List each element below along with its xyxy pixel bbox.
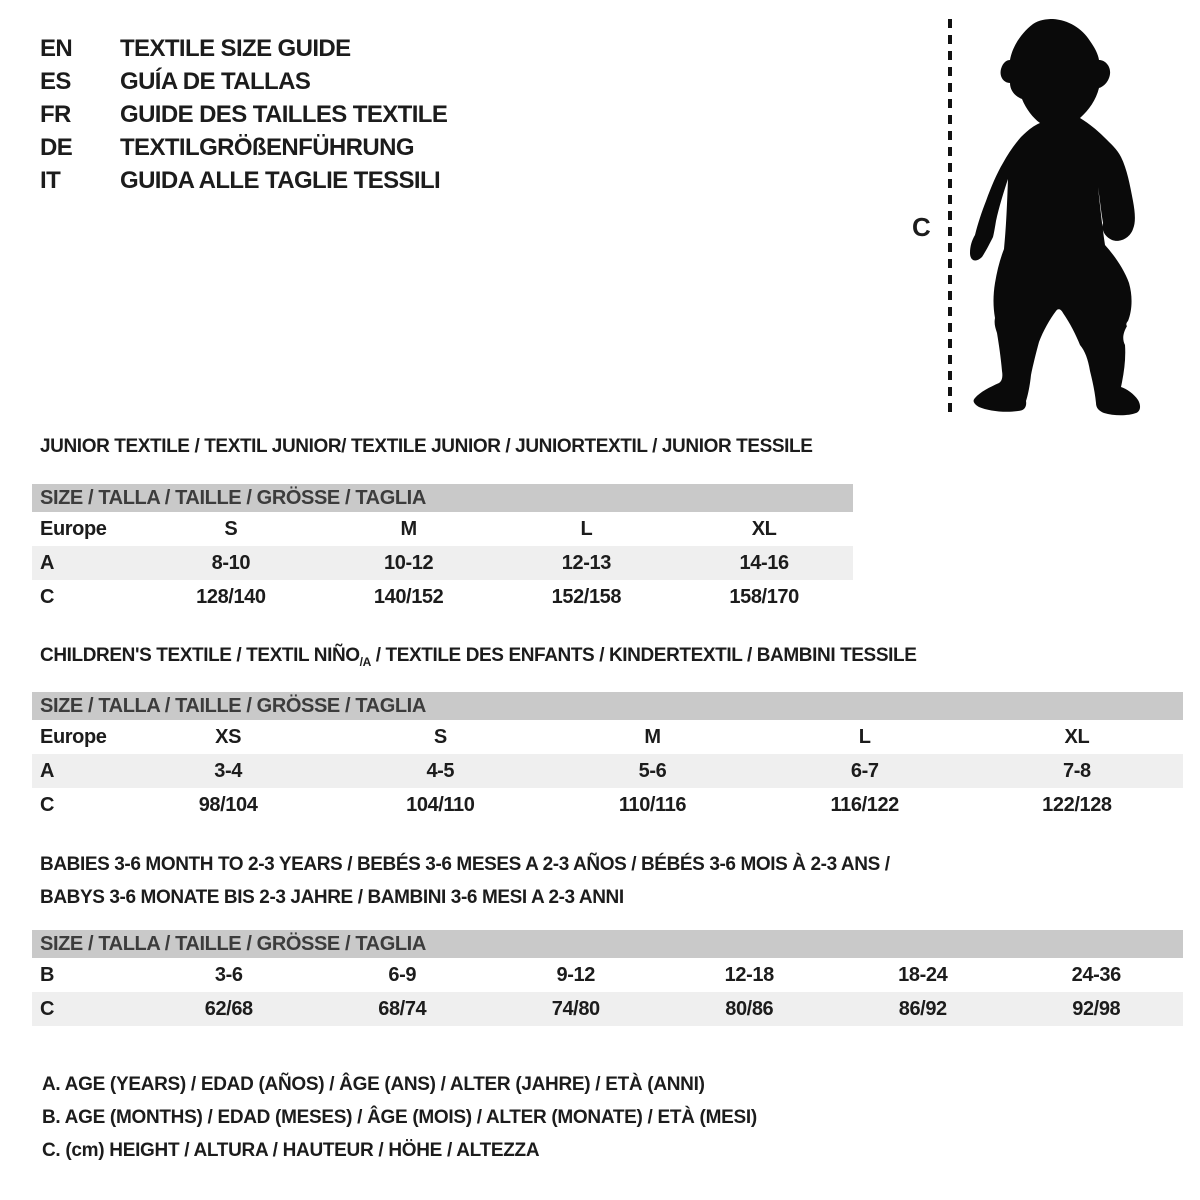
- table-cell: 6-9: [388, 963, 417, 986]
- guide-title: TEXTILE SIZE GUIDE: [120, 34, 351, 62]
- table-cell: 18-24: [898, 963, 948, 986]
- table-row-height-cm: [32, 580, 853, 614]
- table-cell: 98/104: [198, 793, 258, 816]
- language-code: IT: [40, 166, 61, 194]
- table-cell: 24-36: [1071, 963, 1121, 986]
- language-title-block: [40, 32, 447, 197]
- legend-line-c: C. (cm) HEIGHT / ALTURA / HAUTEUR / HÖHE / ALTEZZA: [42, 1140, 540, 1161]
- babies-title-line1: BABIES 3-6 MONTH TO 2-3 YEARS / BEBÉS 3-6 MESES A 2-3 AÑOS / BÉBÉS 3-6 MOIS À 2-3 ANS /: [40, 854, 890, 875]
- table-row-europe: [32, 512, 853, 546]
- children-title-subscript: /A: [359, 654, 371, 669]
- table-row-height-cm: [32, 992, 1183, 1026]
- table-cell: 86/92: [898, 997, 947, 1020]
- table-cell: 110/116: [618, 793, 687, 816]
- row-label: A: [40, 551, 55, 574]
- guide-title: GUIDA ALLE TAGLIE TESSILI: [120, 166, 441, 194]
- table-cell: 68/74: [378, 997, 427, 1020]
- table-cell: L: [580, 517, 593, 540]
- table-cell: 12-18: [724, 963, 774, 986]
- table-cell: S: [224, 517, 238, 540]
- table-cell: 8-10: [211, 551, 251, 574]
- height-measure-label: C: [912, 212, 931, 242]
- toddler-silhouette: [970, 19, 1140, 415]
- table-cell: 62/68: [204, 997, 253, 1020]
- table-row-age-years: [32, 754, 1183, 788]
- table-cell: 74/80: [551, 997, 600, 1020]
- table-cell: 14-16: [739, 551, 789, 574]
- table-cell: L: [858, 725, 871, 748]
- table-cell: 80/86: [725, 997, 774, 1020]
- babies-title-line2: BABYS 3-6 MONATE BIS 2-3 JAHRE / BAMBINI 3-6 MESI A 2-3 ANNI: [40, 887, 624, 908]
- row-label: C: [40, 793, 55, 816]
- guide-title: GUÍA DE TALLAS: [120, 67, 311, 95]
- table-cell: XL: [751, 517, 777, 540]
- table-cell: 92/98: [1072, 997, 1121, 1020]
- language-code: DE: [40, 133, 73, 161]
- table-cell: 3-6: [214, 963, 243, 986]
- toddler-silhouette-figure: [900, 15, 1150, 420]
- table-cell: XS: [215, 725, 242, 748]
- row-label: C: [40, 585, 55, 608]
- language-code: FR: [40, 100, 71, 128]
- babies-section-title: [40, 848, 890, 914]
- language-row: [40, 98, 447, 131]
- table-cell: 7-8: [1063, 759, 1091, 782]
- table-cell: XL: [1064, 725, 1090, 748]
- babies-size-table: [32, 930, 1183, 1026]
- guide-title: GUIDE DES TAILLES TEXTILE: [120, 100, 448, 128]
- guide-title: TEXTILGRÖßENFÜHRUNG: [120, 133, 414, 161]
- table-cell: M: [644, 725, 661, 748]
- language-row: [40, 131, 447, 164]
- table-row-europe: [32, 720, 1183, 754]
- row-label: A: [40, 759, 55, 782]
- table-cell: 158/170: [729, 585, 799, 608]
- table-cell: 10-12: [384, 551, 434, 574]
- children-section-title: [40, 645, 916, 669]
- table-cell: 116/122: [830, 793, 899, 816]
- children-size-table: [32, 692, 1183, 822]
- size-table-header-text: SIZE / TALLA / TAILLE / GRÖSSE / TAGLIA: [40, 486, 426, 509]
- table-cell: 6-7: [850, 759, 879, 782]
- row-label: B: [40, 963, 55, 986]
- table-row-height-cm: [32, 788, 1183, 822]
- table-row-age-months: [32, 958, 1183, 992]
- language-code: EN: [40, 34, 73, 62]
- language-row: [40, 164, 447, 197]
- junior-size-table: [32, 484, 853, 614]
- table-cell: 140/152: [373, 585, 444, 608]
- table-cell: S: [433, 725, 447, 748]
- children-title-pre: CHILDREN'S TEXTILE / TEXTIL NIÑO: [40, 645, 360, 666]
- size-table-header-bar: [32, 692, 1183, 720]
- language-row: [40, 65, 447, 98]
- language-row: [40, 32, 447, 65]
- row-label: Europe: [40, 725, 107, 748]
- table-cell: M: [400, 517, 417, 540]
- table-cell: 3-4: [214, 759, 242, 782]
- legend-line-b: B. AGE (MONTHS) / EDAD (MESES) / ÂGE (MOIS) / ALTER (MONATE) / ETÀ (MESI): [42, 1107, 757, 1128]
- size-table-header-bar: [32, 484, 853, 512]
- table-cell: 4-5: [426, 759, 455, 782]
- junior-section-title: JUNIOR TEXTILE / TEXTIL JUNIOR/ TEXTILE JUNIOR / JUNIORTEXTIL / JUNIOR TESSILE: [40, 436, 813, 457]
- legend-line-a: A. AGE (YEARS) / EDAD (AÑOS) / ÂGE (ANS) / ALTER (JAHRE) / ETÀ (ANNI): [42, 1074, 705, 1095]
- table-row-age-years: [32, 546, 853, 580]
- table-cell: 152/158: [551, 585, 622, 608]
- table-cell: 5-6: [638, 759, 667, 782]
- language-code: ES: [40, 67, 71, 95]
- table-cell: 128/140: [196, 585, 266, 608]
- table-cell: 12-13: [561, 551, 611, 574]
- size-table-header-text: SIZE / TALLA / TAILLE / GRÖSSE / TAGLIA: [40, 694, 426, 717]
- table-cell: 122/128: [1042, 793, 1112, 816]
- row-label: Europe: [40, 517, 107, 540]
- children-title-post: / TEXTILE DES ENFANTS / KINDERTEXTIL / BAMBINI TESSILE: [370, 645, 917, 666]
- measure-legend: [42, 1068, 757, 1167]
- row-label: C: [40, 997, 55, 1020]
- size-table-header-text: SIZE / TALLA / TAILLE / GRÖSSE / TAGLIA: [40, 932, 426, 955]
- size-table-header-bar: [32, 930, 1183, 958]
- table-cell: 104/110: [406, 793, 475, 816]
- table-cell: 9-12: [556, 963, 595, 986]
